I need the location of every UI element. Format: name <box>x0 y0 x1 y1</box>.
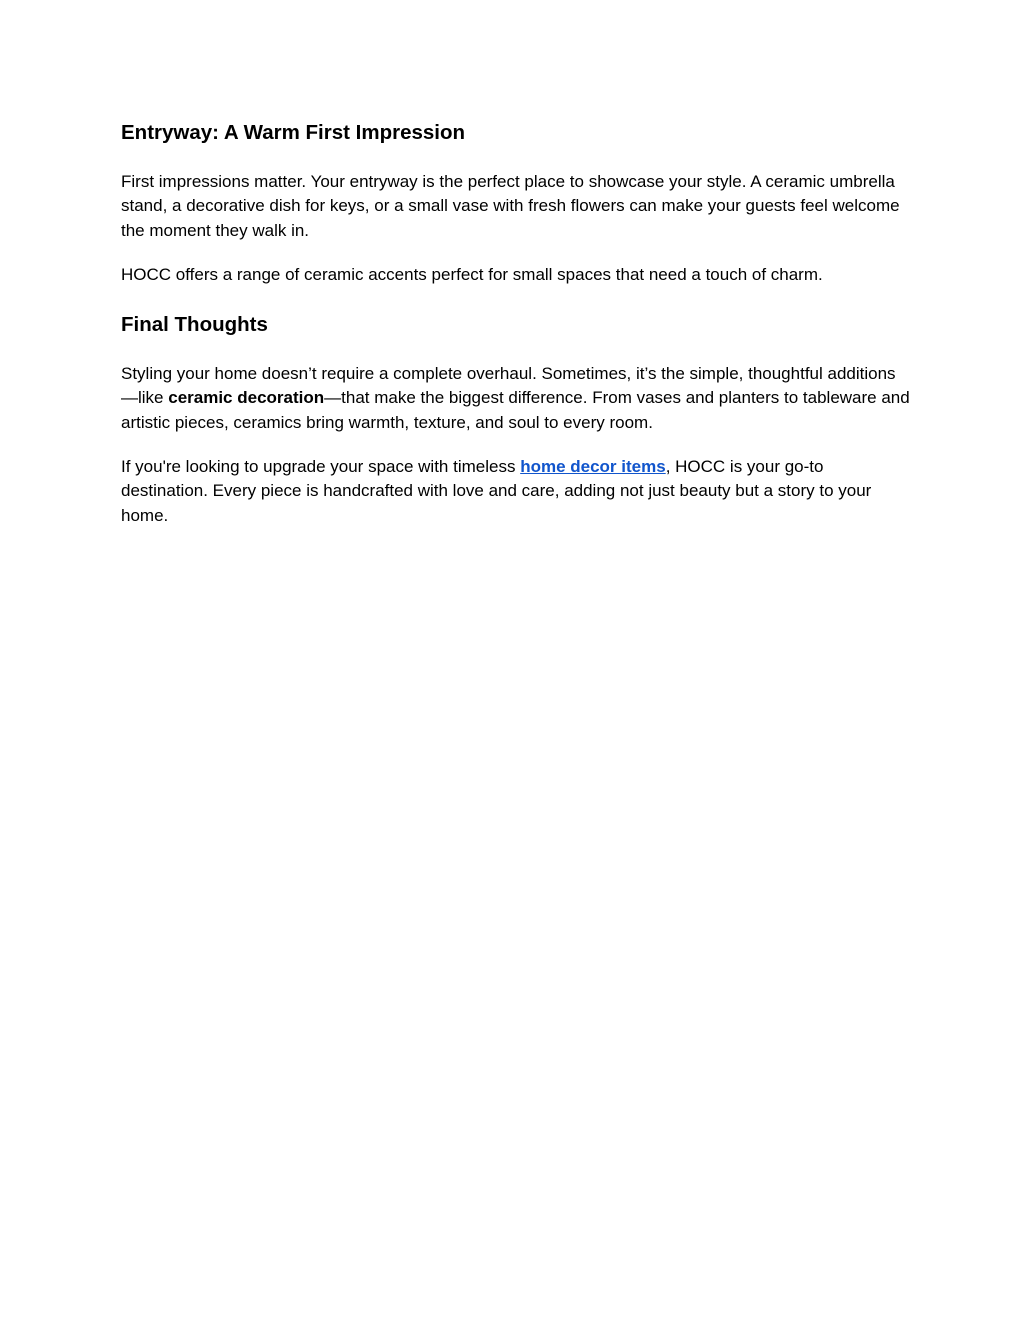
section-heading-final-thoughts: Final Thoughts <box>121 313 268 337</box>
paragraph-final-thoughts <box>121 362 911 435</box>
paragraph-text: —that make the biggest difference. From vases and planters to tableware and artistic pieces, ceramics bring warmth, texture, and soul to every room. <box>121 388 910 432</box>
paragraph-text: , HOCC is your go-to destination. Every piece is handcrafted with love and care, adding not just beauty but a story to your home. <box>121 457 872 525</box>
paragraph-text: Styling your home doesn’t require a complete overhaul. Sometimes, it’s the simple, thoughtful additions—like <box>121 364 896 408</box>
paragraph-closing <box>121 455 911 528</box>
home-decor-items-link[interactable]: home decor items <box>520 457 666 477</box>
paragraph-hocc-accents: HOCC offers a range of ceramic accents perfect for small spaces that need a touch of charm. <box>121 264 823 284</box>
document-body <box>121 118 911 548</box>
section-heading-entryway: Entryway: A Warm First Impression <box>121 121 466 144</box>
paragraph-text: If you're looking to upgrade your space with timeless <box>121 457 521 477</box>
paragraph-entryway-intro: First impressions matter. Your entryway is the perfect place to showcase your style. A ceramic umbrella stand, a decorative dish for keys, or a small vase with fresh flowers can make your guests feel welcome the moment they walk in. <box>121 172 900 240</box>
bold-ceramic-decoration: ceramic decoration <box>168 388 325 408</box>
